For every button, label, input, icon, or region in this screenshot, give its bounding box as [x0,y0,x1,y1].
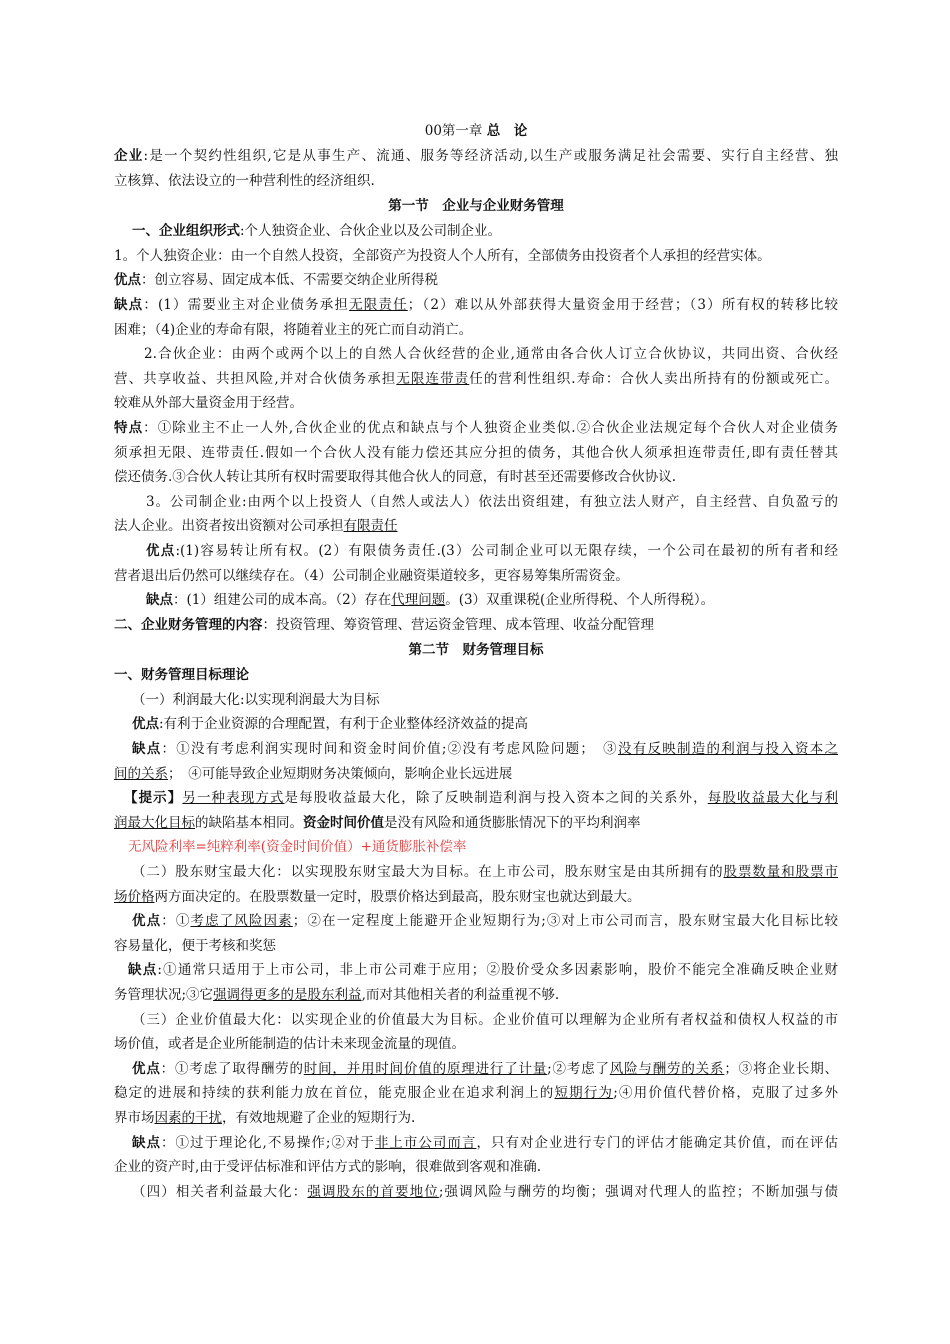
paragraph-line: 缺点：(1）需要业主对企业债务承担无限责任；（2）难以从外部获得大量资金用于经营；（3）所有权的转移比较 [114,296,839,313]
term-label: 缺点 [128,962,158,979]
paragraph-line: （三）企业价值最大化：以实现企业的价值最大为目标。企业价值可以理解为企业所有者权益和债权人权益的市 [132,1011,838,1028]
paragraph-line: 立核算、依法设立的一种营利性的经济组织. [114,172,375,189]
paragraph-line: 优点：①考虑了风险因素；②在一定程度上能避开企业短期行为;③对上市公司而言，股东财宝最大化目标比较 [132,913,839,930]
underlined-term: 有限责任 [343,518,398,535]
chapter-heading [114,118,838,144]
paragraph-line: 界市场因素的干扰，有效地规避了企业的短期行为. [114,1109,416,1126]
underlined-term: 非上市公司而言 [374,1134,477,1151]
underlined-term: 另一种表现方式 [182,790,285,807]
underlined-term: 无限连带责 [396,370,470,387]
term-label: 优点 [132,913,162,930]
underlined-term: 无限责任 [349,296,408,313]
underlined-term: 场价格 [114,888,155,905]
term-label: 一、企业组织形式 [132,223,240,240]
term-label: 优点 [146,542,176,559]
term-label: 企业 [114,148,144,164]
underlined-term: 考虑了风险因素 [190,913,293,930]
paragraph-line: 优点：创立容易、固定成本低、不需要交纳企业所得税 [114,272,438,289]
paragraph-line: 优点：①考虑了取得酬劳的时间，并用时间价值的原理进行了计量;②考虑了风险与酬劳的关系；③将企业长期、 [132,1060,839,1077]
paragraph-line: 较难从外部大量资金用于经营。 [114,395,303,412]
paragraph-line: 缺点：①没有考虑利润实现时间和资金时间价值;②没有考虑风险问题； ③没有反映制造的利润与投入资本之 [132,741,839,758]
paragraph-line: 缺点：①过于理论化,不易操作;②对于非上市公司而言，只有对企业进行专门的评估才能确定其价值，而在评估 [132,1134,839,1151]
paragraph-line: 场价格两方面决定的。在股票数量一定时，股票价格达到最高，股东财宝也就达到最大。 [114,888,641,905]
paragraph-line: 间的关系； ④可能导致企业短期财务决策倾向，影响企业长远进展 [114,765,513,782]
formula-line: 无风险利率=纯粹利率(资金时间价值）+通货膨胀补偿率 [128,839,467,856]
paragraph-line: 困难；（4)企业的寿命有限，将随着业主的死亡而自动消亡。 [114,321,473,338]
term-label: 特点 [114,419,144,436]
paragraph-line: 一、企业组织形式:个人独资企业、合伙企业以及公司制企业。 [132,223,502,240]
chapter-title: 总 论 [486,123,528,139]
document-page [114,118,838,1204]
term-label: 缺点 [132,741,162,758]
paragraph-line: 特点：①除业主不止一人外,合伙企业的优点和缺点与个人独资企业类似.②合伙企业法规定每个合伙人对企业债务 [114,419,838,436]
term-label: 优点 [114,272,141,289]
term-label: 优点 [132,1060,161,1077]
underlined-term: 因素的干扰 [154,1109,222,1126]
paragraph-line: 企业的资产时,由于受评估标准和评估方式的影响，很难做到客观和准确. [114,1159,542,1176]
paragraph-line: 【提示】另一种表现方式是每股收益最大化，除了反映制造利润与投入资本之间的关系外，每股收益最大化与利 [124,790,838,807]
underlined-term: 强调股东的首要地位 [307,1183,439,1200]
paragraph-line: 营者退出后仍然可以继续存在。（4）公司制企业融资渠道较多，更容易筹集所需资金。 [114,567,629,584]
paragraph-line: 3。公司制企业:由两个以上投资人（自然人或法人）依法出资组建，有独立法人财产，自主经营、自负盈亏的 [146,493,838,510]
underlined-term: 没有反映制造的利润与投入资本之 [617,741,839,758]
term-label: 缺点 [132,1134,162,1151]
paragraph-line: 须承担无限、连带责任.假如一个合伙人没有能力偿还其应分担的债务，其他合伙人须承担连带责任,即有责任替其 [114,444,838,461]
section-heading: 第二节 财务管理目标 [408,642,544,659]
underlined-term: 间的关系 [114,765,168,782]
section-heading: 第一节 企业与企业财务管理 [388,198,564,215]
paragraph-line: 场价值，或者是企业所能制造的估计未来现金流量的现值。 [114,1036,465,1053]
paragraph-line: 务管理状况;③它强调得更多的是股东利益,而对其他相关者的利益重视不够. [114,987,560,1003]
paragraph-line: 优点:(1)容易转让所有权。(2）有限债务责任.(3）公司制企业可以无限存续，一个公司在最初的所有者和经 [146,542,838,559]
term-label: 优点 [132,716,159,733]
paragraph-line: 优点:有利于企业资源的合理配置，有利于企业整体经济效益的提高 [132,716,529,733]
term-label: 资金时间价值 [303,814,384,831]
paragraph-line: 偿还债务.③合伙人转让其所有权时需要取得其他合伙人的同意，有时甚至还需要修改合伙协议. [114,469,677,486]
term-label: 缺点 [114,296,144,313]
paragraph-line: 容易量化，便于考核和奖惩 [114,937,276,954]
paragraph-line: 1。个人独资企业：由一个自然人投资，全部资产为投资人个人所有，全部债务由投资者个人承担的经营实体。 [114,247,771,264]
paragraph-line: （一）利润最大化:以实现利润最大为目标 [132,691,380,708]
paragraph-line: 2.合伙企业：由两个或两个以上的自然人合伙经营的企业,通常由各合伙人订立合伙协议，共同出资、合伙经 [144,346,838,363]
paragraph-line: 企业:是一个契约性组织,它是从事生产、流通、服务等经济活动,以生产或服务满足社会需要、实行自主经营、独 [114,148,838,164]
underlined-term: 代理问题 [391,592,446,609]
paragraph-line: 缺点:①通常只适用于上市公司，非上市公司难于应用；②股价受众多因素影响，股价不能完全准确反映企业财 [128,962,838,979]
chapter-number: 00第一章 [424,123,483,139]
underlined-term: 风险与酬劳的关系 [609,1060,725,1077]
paragraph-line: 稳定的进展和持续的获利能力放在首位，能克服企业在追求利润上的短期行为;④用价值代替价格，克服了过多外 [114,1085,839,1102]
underlined-term: 短期行为 [554,1085,614,1102]
underlined-term: 时间，并用时间价值的原理进行了计量 [303,1060,548,1077]
paragraph-line: 营、共享收益、共担风险,并对合伙债务承担无限连带责任的营利性组织.寿命：合伙人卖出所持有的份额或死亡。 [114,370,838,387]
paragraph-line: 二、企业财务管理的内容：投资管理、筹资管理、营运资金管理、成本管理、收益分配管理 [114,616,654,633]
paragraph-line: 法人企业。出资者按出资额对公司承担有限责任 [114,518,398,535]
term-label: 二、企业财务管理的内容 [114,616,263,633]
subsection-heading: 一、财务管理目标理论 [114,667,249,684]
paragraph-line: （二）股东财宝最大化：以实现股东财宝最大为目标。在上市公司，股东财宝是由其所拥有的股票数量和股票市 [132,864,839,881]
paragraph-line: （四）相关者利益最大化：强调股东的首要地位;强调风险与酬劳的均衡；强调对代理人的监控；不断加强与债 [132,1183,838,1200]
paragraph-line: 缺点：(1）组建公司的成本高。（2）存在代理问题。(3）双重课税(企业所得税、个人所得税）。 [146,592,715,609]
underlined-term: 每股收益最大化与利 [707,790,838,807]
underlined-term: 润最大化目标 [114,814,195,831]
paragraph-line: 润最大化目标的缺陷基本相同。资金时间价值是没有风险和通货膨胀情况下的平均利润率 [114,814,641,831]
tip-label: 【提示】 [124,790,183,807]
underlined-term: 股票数量和股票市 [723,864,839,881]
term-label: 缺点 [146,592,173,609]
underlined-term: 强调得更多的是股东利益 [213,987,362,1003]
